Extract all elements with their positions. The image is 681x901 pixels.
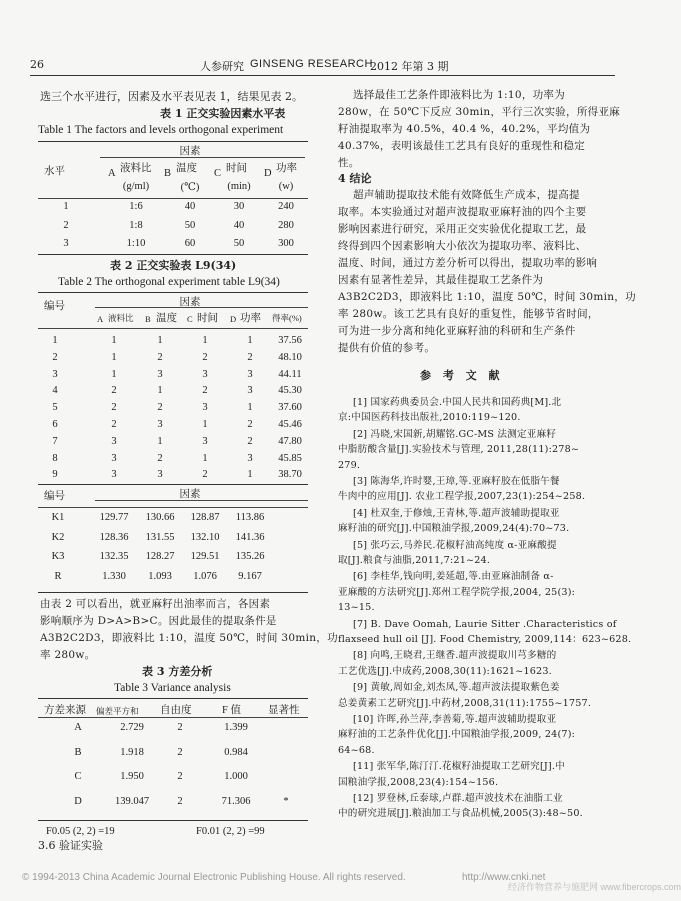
table2-cell: 2	[202, 469, 208, 481]
table2-title-cn: 表 2 正交实验表 L9(34)	[110, 259, 237, 272]
table2-cell: 1	[202, 419, 208, 430]
table1-cell: 1:6	[129, 201, 143, 212]
reference-line: [4] 杜双奎,于修烛,王青林,等.超声波辅助提取亚	[353, 507, 560, 519]
table2-col-b-name: 温度	[156, 313, 177, 324]
table1-cell: 60	[184, 238, 196, 249]
table1-cell: 1:8	[129, 220, 143, 231]
reference-line: 64~68.	[338, 744, 375, 756]
table2-k-cell: 128.27	[145, 551, 175, 562]
table2-k-cell: 1.330	[102, 570, 126, 582]
table1-cell: 3	[63, 238, 69, 249]
table1-cell: 30	[233, 201, 245, 212]
table2-cell: 2	[157, 402, 163, 414]
reference-line: 牛肉中的应用[J]. 农业工程学报,2007,23(1):254~258.	[338, 491, 586, 503]
conclusion-line: 率 280w。该工艺具有良好的重复性，能够节省时间，	[338, 308, 599, 320]
conclusion-line: 超声辅助提取技术能有效降低生产成本，提高提	[353, 189, 580, 201]
table2-cell: 2	[111, 419, 117, 430]
footer-url: http://www.cnki.net	[462, 872, 546, 883]
table3-cell: 2	[177, 771, 183, 782]
table1-bottom-rule	[38, 254, 308, 255]
reference-line: [3] 陈海华,许时婴,王璋,等.亚麻籽胶在低脂午餐	[353, 476, 560, 487]
reference-line: 总姜黄素工艺研究[J].中药材,2008,31(11):1755~1757.	[338, 697, 592, 709]
table2-cell: 38.70	[278, 469, 302, 481]
verify-line: 280w，在 50℃下反应 30min，平行三次实验，所得亚麻	[338, 106, 621, 118]
table2-cell: 2	[111, 385, 117, 397]
table2-k-cell: 129.51	[190, 551, 220, 562]
table2-col-a-letter: A	[97, 314, 104, 324]
table2-k-cell: K3	[51, 551, 65, 562]
reference-line: 国粮油学报,2008,23(4):154~156.	[338, 776, 499, 788]
reference-line: 工艺优选[J].中成药,2008,30(11):1621~1623.	[338, 665, 552, 677]
table2-cell: 2	[111, 402, 117, 414]
table2-top-rule	[38, 292, 308, 293]
table3-top-rule	[38, 698, 308, 699]
table2-cell: 3	[111, 435, 117, 447]
table2-cell: 3	[247, 385, 253, 397]
table3-title-cn: 表 3 方差分析	[142, 665, 213, 678]
table1-col-c-name: 时间	[226, 163, 247, 174]
table1-cell: 240	[278, 201, 294, 212]
table2-k-cell: R	[54, 570, 62, 582]
header-rule	[30, 75, 615, 76]
table1-cell: 1:10	[126, 238, 146, 249]
table3-header-rule	[38, 717, 308, 718]
table2-col0-header: 编号	[44, 301, 65, 312]
reference-line: 取[J].粮食与油脂,2011,7:21~24.	[338, 555, 491, 566]
table1-col-c-letter: C	[214, 168, 222, 179]
table1-col0-header: 水平	[44, 166, 65, 177]
table3-cell: *	[283, 795, 289, 807]
table2-cell: 44.11	[278, 368, 302, 380]
reference-line: [5] 张巧云,马养民.花椒籽油高纯度 α-亚麻酸提	[353, 539, 557, 551]
table2-group-rule	[95, 307, 308, 308]
table2-cell: 8	[52, 452, 58, 464]
table1-col-d-unit: (w)	[278, 181, 294, 192]
table2-cell: 2	[247, 419, 253, 430]
reference-line: 13~15.	[338, 602, 375, 614]
table3-header-sig: 显著性	[268, 705, 300, 716]
reference-line: 京:中国医药科技出版社,2010:119~120.	[338, 412, 521, 424]
table3-cell: 1.918	[120, 746, 144, 758]
table2-cell: 5	[52, 402, 58, 414]
table2-k-cell: 128.87	[190, 512, 220, 523]
table2-k-header-rule	[38, 507, 308, 508]
reference-line: [1] 国家药典委员会.中国人民共和国药典[M].北	[353, 397, 562, 408]
references-heading: 参 考 文 献	[420, 369, 504, 382]
table2-cell: 2	[247, 351, 253, 363]
reference-line: [11] 张军华,陈汀汀.花椒籽油提取工艺研究[J].中	[353, 761, 565, 773]
conclusion-line: 影响因素进行研究，采用正交实验优化提取工艺，最	[338, 223, 587, 235]
table2-cell: 3	[111, 452, 117, 464]
table2-cell: 2	[202, 385, 208, 397]
table2-cell: 4	[52, 385, 58, 397]
table3-header-df: 自由度	[160, 705, 192, 716]
conclusion-heading: 4 结论	[338, 172, 372, 185]
table2-cell: 2	[202, 351, 208, 363]
table3-cell: 1.399	[224, 722, 248, 733]
table1-cell: 2	[63, 220, 69, 231]
verify-line: 40.37%，表明该最佳工艺具有良好的重现性和稳定	[338, 140, 586, 152]
table2-cell: 1	[111, 368, 117, 380]
table1-cell: 280	[278, 220, 294, 231]
table2-cell: 37.60	[278, 402, 302, 414]
table3-cell: D	[74, 795, 82, 807]
table2-cell: 2	[52, 351, 58, 363]
table2-cell: 45.46	[278, 419, 302, 430]
table3-bottom-rule	[38, 820, 308, 821]
table2-cell: 1	[52, 335, 58, 346]
table2-col-d-name: 功率	[240, 313, 261, 324]
reference-line: [2] 冯晓,宋国新,胡耀铭.GC-MS 法测定亚麻籽	[353, 428, 557, 440]
table3-cell: 2	[177, 722, 183, 733]
table2-cell: 3	[247, 452, 253, 464]
table3-cell: 1.950	[120, 771, 144, 782]
section-verify-heading: 3.6 验证实验	[38, 839, 103, 852]
footer-watermark: 经济作物营养与施肥网 www.fibercrops.com	[508, 882, 681, 892]
table3-header-ss: 偏差平方和	[96, 706, 139, 716]
analysis-line-4: 率 280w。	[40, 649, 96, 661]
table3-title-en: Table 3 Variance analysis	[114, 682, 231, 694]
table1-cell: 40	[184, 201, 196, 212]
table1-col-a-unit: (g/ml)	[122, 181, 150, 192]
reference-line: 亚麻酸的方法研究[J].郑州工程学院学报,2004, 25(3):	[338, 586, 576, 598]
table3-footnote-left: F0.05 (2, 2) =19	[46, 826, 115, 837]
table2-cell: 3	[202, 402, 208, 414]
table2-cell: 1	[247, 469, 253, 481]
reference-line: [9] 黄敏,周如金,刘杰凤,等.超声波法提取紫色姜	[353, 682, 560, 694]
table2-k-cell: 9.167	[238, 570, 262, 582]
table2-k-cell: 132.35	[99, 551, 129, 562]
table3-cell: 139.047	[114, 795, 150, 807]
table2-k-group-rule	[95, 500, 308, 501]
table2-group-header: 因素	[179, 297, 201, 308]
conclusion-line: 温度、时间，通过方差分析可以得出，提取功率的影响	[338, 257, 598, 269]
table1-col-b-name: 温度	[176, 163, 197, 174]
table1-group-rule	[100, 157, 305, 158]
journal-cn: 人参研究	[200, 60, 244, 73]
table2-cell: 6	[52, 419, 58, 430]
reference-line: flaxseed hull oil [J]. Food Chemistry, 2009,114：623~628.	[338, 634, 632, 645]
table2-col-d-letter: D	[230, 314, 237, 324]
footer-copyright: © 1994-2013 China Academic Journal Electronic Publishing House. All rights reserved.	[22, 872, 406, 883]
table2-cell: 37.56	[278, 335, 302, 346]
reference-line: [10] 许晖,孙兰萍,李善菊,等.超声波辅助提取亚	[353, 714, 557, 725]
table2-cell: 1	[157, 335, 163, 346]
table2-cell: 1	[202, 452, 208, 464]
table2-k-cell: 130.66	[145, 512, 175, 523]
table2-cell: 3	[157, 419, 163, 430]
table2-cell: 3	[247, 368, 253, 380]
table1-group-header: 因素	[179, 146, 201, 157]
verify-line: 性。	[338, 157, 360, 169]
table2-col-yield: 得率(%)	[272, 313, 302, 323]
table3-cell: 2	[177, 795, 183, 807]
conclusion-line: 因素有显著性差异，其最佳提取工艺条件为	[338, 274, 544, 286]
table2-cell: 9	[52, 469, 58, 481]
table2-k-cell: 132.10	[190, 531, 220, 543]
table2-cell: 3	[157, 368, 163, 380]
analysis-line-3: A3B2C2D3，即液料比 1:10，温度 50℃，时间 30min，功	[40, 632, 338, 644]
conclusion-line: 可为进一步分离和纯化亚麻籽油的科研和生产条件	[338, 325, 576, 337]
table1-cell: 300	[278, 238, 294, 249]
table1-col-d-letter: D	[264, 168, 272, 179]
verify-line: 籽油提取率为 40.5%，40.4 %，40.2%，平均值为	[338, 123, 591, 135]
table3-cell: 2.729	[120, 722, 144, 733]
table2-k-cell: 1.093	[148, 570, 172, 582]
table2-cell: 1	[111, 351, 117, 363]
reference-line: 中的研究进展[J].粮油加工与食品机械,2005(3):48~50.	[338, 808, 583, 820]
reference-line: [6] 李桂华,钱向明,姜延超,等.由亚麻油制备 α-	[353, 571, 554, 583]
table2-k-cell: 1.076	[193, 570, 217, 582]
table2-k-cell: 129.77	[99, 512, 129, 523]
table3-footnote-right: F0.01 (2, 2) =99	[196, 826, 265, 837]
analysis-line-2: 影响顺序为 D>A>B>C。因此最佳的提取条件是	[40, 615, 277, 627]
reference-line: 麻籽油的研究[J].中国粮油学报,2009,24(4):70~73.	[338, 523, 570, 535]
table1-col-d-name: 功率	[276, 163, 297, 174]
table1-cell: 50	[233, 238, 245, 249]
table3-header-source: 方差来源	[44, 705, 86, 716]
conclusion-line: 提供有价值的参考。	[338, 342, 436, 354]
analysis-line-1: 由表 2 可以看出，就亚麻籽出油率而言，各因素	[40, 598, 271, 610]
table2-col-b-letter: B	[145, 314, 151, 324]
table3-cell: A	[74, 722, 82, 733]
conclusion-line: 取率。本实验通过对超声波提取亚麻籽油的四个主要	[338, 206, 587, 218]
table2-k-cell: 113.86	[235, 512, 265, 523]
table2-k-cell: 135.26	[235, 551, 265, 562]
table2-cell: 2	[247, 435, 253, 447]
table2-k-cell: 131.55	[145, 531, 175, 543]
table2-col-c-name: 时间	[197, 313, 218, 324]
table1-col-b-letter: B	[164, 168, 172, 179]
table3-header-f: F 值	[222, 705, 241, 716]
table2-cell: 1	[202, 335, 208, 346]
verify-line: 选择最佳工艺条件即液料比为 1:10，功率为	[353, 89, 566, 101]
table3-cell: B	[74, 746, 82, 758]
table2-cell: 7	[52, 435, 58, 447]
reference-line: [8] 向鸣,王晓君,王继香.超声波提取川芎多糖的	[353, 650, 557, 662]
table2-cell: 3	[202, 368, 208, 380]
table3-cell: 1.000	[224, 771, 248, 782]
table2-cell: 48.10	[278, 351, 302, 363]
table2-cell: 1	[157, 385, 163, 397]
table2-cell: 3	[202, 435, 208, 447]
table2-mid-rule	[38, 484, 308, 485]
table2-cell: 2	[157, 452, 163, 464]
table1-cell: 50	[184, 220, 196, 231]
table1-col-a-name: 液料比	[120, 163, 152, 174]
table1-title-cn: 表 1 正交实验因素水平表	[160, 107, 286, 120]
journal-issue: 2012 年第 3 期	[370, 60, 449, 73]
reference-line: 中脂肪酸含量[J].实验技术与管理, 2011,28(11):278~	[338, 444, 580, 456]
table2-cell: 45.85	[278, 452, 302, 464]
table3-cell: C	[74, 771, 82, 782]
table3-cell: 0.984	[224, 746, 248, 758]
table3-cell: 2	[177, 746, 183, 758]
table2-cell: 1	[247, 335, 253, 346]
table2-cell: 2	[157, 351, 163, 363]
table1-col-a-letter: A	[108, 168, 116, 179]
table2-k-cell: K2	[51, 531, 65, 543]
table2-cell: 47.80	[278, 435, 302, 447]
table2-bottom-rule	[38, 592, 308, 593]
intro-text: 选三个水平进行，因素及水平表见表 1，结果见表 2。	[40, 90, 303, 103]
table2-cell: 1	[247, 402, 253, 414]
table2-cell: 3	[111, 469, 117, 481]
table2-cell: 45.30	[278, 385, 302, 397]
reference-line: 279.	[338, 459, 361, 471]
table1-cell: 1	[63, 201, 69, 212]
table2-cell: 1	[111, 335, 117, 346]
table2-cell: 3	[157, 469, 163, 481]
table2-k-cell: K1	[51, 512, 65, 523]
reference-line: 麻籽油的工艺条件优化[J].中国粮油学报,2009, 24(7):	[338, 729, 576, 741]
journal-en: GINSENG RESEARCH	[250, 58, 373, 70]
table3-cell: 71.306	[221, 795, 251, 807]
table1-col-c-unit: (min)	[227, 181, 251, 192]
table2-header-rule	[38, 328, 308, 329]
table2-col-a-name: 液料比	[108, 313, 134, 323]
table1-top-rule	[38, 141, 308, 142]
table1-cell: 40	[233, 220, 245, 231]
table2-cell: 1	[157, 435, 163, 447]
table2-k-cell: 141.36	[235, 531, 265, 543]
table2-col-c-letter: C	[187, 314, 193, 324]
table1-header-rule	[38, 198, 308, 199]
conclusion-line: 终得到四个因素影响大小依次为提取功率、液料比、	[338, 240, 587, 252]
reference-line: [12] 罗登林,丘泰球,卢群.超声波技术在油脂工业	[353, 793, 563, 804]
table1-col-b-unit: (℃)	[180, 182, 200, 193]
table2-k-group-header: 因素	[179, 489, 201, 500]
table2-title-en: Table 2 The orthogonal experiment table L9(34)	[58, 276, 280, 288]
table2-k-cell: 128.36	[99, 531, 129, 543]
page-number: 26	[30, 58, 44, 71]
conclusion-line: A3B2C2D3，即液料比 1:10，温度 50℃，时间 30min，功	[338, 291, 636, 303]
table1-title-en: Table 1 The factors and levels orthogonal experiment	[38, 124, 284, 136]
table2-k-col0: 编号	[44, 491, 65, 502]
reference-line: [7] B. Dave Oomah, Laurie Sitter .Characteristics of	[353, 618, 617, 630]
table2-cell: 3	[52, 368, 58, 380]
